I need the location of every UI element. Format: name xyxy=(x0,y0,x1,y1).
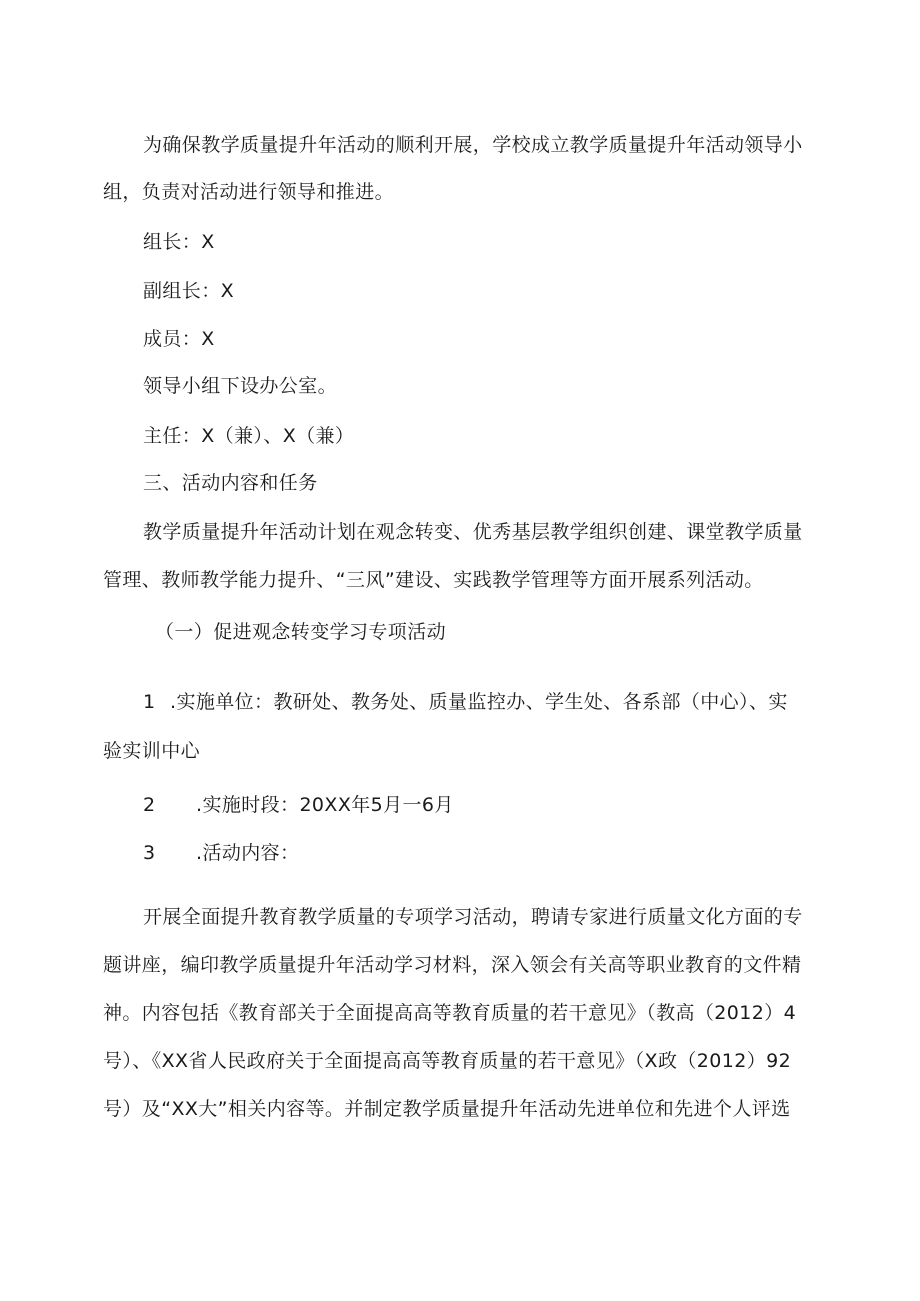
group-leader: 组长：X xyxy=(143,231,215,253)
item-1-line-1: .实施单位：教研处、教务处、质量监控办、学生处、各系部（中心）、实 xyxy=(170,691,788,713)
paragraph-1-line-2: 组，负责对活动进行领导和推进。 xyxy=(103,181,395,203)
item-3-number: 3 xyxy=(143,842,156,864)
section-3-line-2: 管理、教师教学能力提升、“三风”建设、实践教学管理等方面开展系列活动。 xyxy=(103,569,764,591)
item-1-line-2: 验实训中心 xyxy=(103,740,201,762)
section-3-heading: 三、活动内容和任务 xyxy=(143,472,318,494)
item-1-number: 1 xyxy=(143,691,156,713)
item-3-text: .活动内容： xyxy=(196,842,300,864)
group-director: 主任：X（兼）、X（兼） xyxy=(143,425,355,447)
subsection-1-heading: （一）促进观念转变学习专项活动 xyxy=(155,621,447,643)
section-3-line-1: 教学质量提升年活动计划在观念转变、优秀基层教学组织创建、课堂教学质量 xyxy=(143,521,803,543)
content-line-5: 号）及“XX大”相关内容等。并制定教学质量提升年活动先进单位和先进个人评选 xyxy=(103,1098,791,1120)
content-line-4: 号）、《XX省人民政府关于全面提高高等教育质量的若干意见》（X政（2012）92 xyxy=(103,1050,792,1072)
group-members: 成员：X xyxy=(143,328,215,350)
item-2-text: .实施时段：20XX年5月一6月 xyxy=(196,794,454,816)
group-deputy: 副组长：X xyxy=(143,280,235,302)
item-2-number: 2 xyxy=(143,794,156,816)
group-office: 领导小组下设办公室。 xyxy=(143,375,338,397)
paragraph-1-line-1: 为确保教学质量提升年活动的顺利开展，学校成立教学质量提升年活动领导小 xyxy=(143,134,803,156)
content-line-2: 题讲座，编印教学质量提升年活动学习材料，深入领会有关高等职业教育的文件精 xyxy=(103,954,802,976)
content-line-1: 开展全面提升教育教学质量的专项学习活动，聘请专家进行质量文化方面的专 xyxy=(143,906,803,928)
content-line-3: 神。内容包括《教育部关于全面提高高等教育质量的若干意见》（教高（2012）4 xyxy=(103,1002,797,1024)
